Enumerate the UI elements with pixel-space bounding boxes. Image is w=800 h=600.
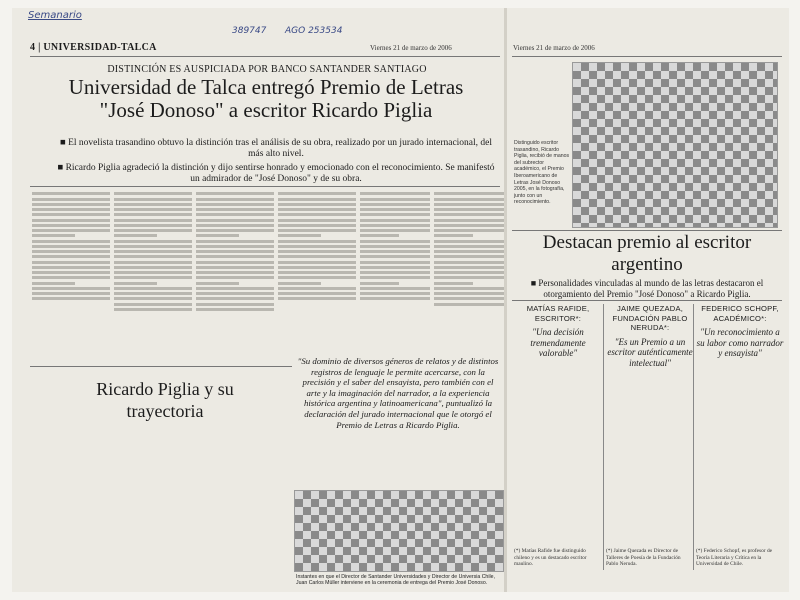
- illegible-text-line: [434, 261, 504, 264]
- illegible-text-line: [278, 271, 356, 274]
- illegible-text-line: [196, 266, 274, 269]
- illegible-text-line: [196, 213, 274, 216]
- illegible-text-line: [32, 276, 110, 279]
- illegible-text-line: [32, 261, 110, 264]
- illegible-text-line: [114, 308, 192, 311]
- illegible-text-line: [32, 297, 110, 300]
- award-photo-caption: Distinguido escritor trasandino, Ricardo Piglia, recibió de manos del subrector académico, el Premio Iberoamericano de Letras José Donoso 2005, en la fotografía, junto con un reconocimiento.: [514, 140, 570, 206]
- illegible-text-line: [434, 250, 504, 253]
- illegible-text-line: [360, 208, 430, 211]
- illegible-text-line: [434, 292, 504, 295]
- illegible-text-line: [434, 255, 504, 258]
- illegible-text-line: [114, 292, 192, 295]
- page-folio: 4 | UNIVERSIDAD-TALCA: [30, 42, 157, 53]
- illegible-text-line: [114, 297, 192, 300]
- interview-body-1: [514, 372, 602, 542]
- illegible-text-line: [196, 219, 274, 222]
- interviewee-name: FEDERICO SCHOPF, ACADÉMICO*:: [701, 304, 779, 323]
- illegible-text-line: [434, 192, 504, 195]
- ceremony-photo-caption: Instantes en que el Director de Santander Universidades y Director de Universia Chile, Juan Carlos Müller interviene en la ceremonia de entrega del Premio José Donoso.: [296, 574, 495, 587]
- illegible-text-line: [434, 266, 504, 269]
- interviewee-schopf: [696, 304, 784, 359]
- illegible-text-line: [278, 240, 356, 243]
- illegible-text-line: [278, 276, 356, 279]
- illegible-text-line: [114, 240, 192, 243]
- article-kicker: DISTINCIÓN ES AUSPICIADA POR BANCO SANTANDER SANTIAGO: [107, 64, 427, 75]
- illegible-text-line: [32, 292, 110, 295]
- illegible-text-line: [196, 282, 239, 285]
- summary-bullet-2: ■ Ricardo Piglia agradeció la distinción y dijo sentirse honrado y emocionado con el reconocimiento. Se manifestó un admirador de "José Donoso" y de su obra.: [57, 163, 495, 184]
- illegible-text-line: [278, 255, 356, 258]
- illegible-text-line: [114, 224, 192, 227]
- illegible-text-line: [360, 271, 430, 274]
- illegible-text-line: [196, 287, 274, 290]
- illegible-text-line: [434, 229, 504, 232]
- left-page-date: Viernes 21 de marzo de 2006: [370, 44, 452, 52]
- illegible-text-line: [196, 245, 274, 248]
- sidebar-headline: Ricardo Piglia y su trayectoria: [96, 379, 234, 421]
- illegible-text-line: [114, 261, 192, 264]
- interviews-rule: [512, 300, 782, 301]
- body-column-6: [434, 190, 504, 362]
- interviewee-quote: "Es un Premio a un escritor auténticamente intelectual": [607, 336, 693, 368]
- body-column-2: [114, 190, 192, 366]
- illegible-text-line: [114, 245, 192, 248]
- illegible-text-line: [114, 271, 192, 274]
- illegible-text-line: [278, 234, 321, 237]
- header-rule-left: [30, 56, 500, 57]
- illegible-text-line: [360, 240, 430, 243]
- illegible-text-line: [114, 229, 192, 232]
- illegible-text-line: [434, 234, 473, 237]
- illegible-text-line: [278, 250, 356, 253]
- illegible-text-line: [360, 292, 430, 295]
- illegible-text-line: [196, 198, 274, 201]
- interviewee-note: (*) Jaime Quezada es Director de Talleres de Poesía de la Fundación Pablo Neruda.: [606, 548, 681, 568]
- illegible-text-line: [114, 303, 192, 306]
- illegible-text-line: [196, 203, 274, 206]
- photo-placeholder-pattern: [295, 491, 503, 571]
- illegible-text-line: [114, 192, 192, 195]
- illegible-text-line: [434, 198, 504, 201]
- illegible-text-line: [360, 287, 430, 290]
- illegible-text-line: [360, 250, 430, 253]
- illegible-text-line: [114, 276, 192, 279]
- handwritten-archive-number: 389747: [232, 26, 267, 36]
- illegible-text-line: [32, 266, 110, 269]
- illegible-text-line: [278, 261, 356, 264]
- illegible-text-line: [32, 203, 110, 206]
- illegible-text-line: [32, 240, 110, 243]
- illegible-text-line: [114, 208, 192, 211]
- illegible-text-line: [278, 224, 356, 227]
- illegible-text-line: [32, 245, 110, 248]
- illegible-text-line: [360, 282, 399, 285]
- illegible-text-line: [32, 208, 110, 211]
- interviewee-note: (*) Federico Schopf, es profesor de Teoría Literaria y Crítica en la Universidad de Chile.: [696, 548, 773, 568]
- body-column-4: [278, 190, 356, 352]
- illegible-text-line: [114, 203, 192, 206]
- illegible-text-line: [434, 297, 504, 300]
- illegible-text-line: [278, 213, 356, 216]
- illegible-text-line: [360, 234, 399, 237]
- right-headline: Destacan premio al escritor argentino: [542, 232, 752, 275]
- illegible-text-line: [114, 287, 192, 290]
- ceremony-photo: [294, 490, 504, 572]
- illegible-text-line: [360, 255, 430, 258]
- illegible-text-line: [196, 208, 274, 211]
- illegible-text-line: [32, 213, 110, 216]
- illegible-text-line: [360, 276, 430, 279]
- illegible-text-line: [196, 271, 274, 274]
- interviewee-quezada: [606, 304, 694, 368]
- handwritten-note: Semanario: [28, 10, 82, 21]
- right-headline-rule: [512, 230, 782, 231]
- illegible-text-line: [196, 234, 239, 237]
- illegible-text-line: [278, 287, 356, 290]
- interview-body-3: [696, 372, 784, 542]
- illegible-text-line: [32, 229, 110, 232]
- illegible-text-line: [278, 192, 356, 195]
- illegible-text-line: [278, 245, 356, 248]
- handwritten-archive-code: AGO 253534: [285, 26, 343, 36]
- header-rule-right: [512, 56, 782, 57]
- illegible-text-line: [434, 245, 504, 248]
- illegible-text-line: [196, 240, 274, 243]
- illegible-text-line: [360, 203, 430, 206]
- illegible-text-line: [32, 255, 110, 258]
- illegible-text-line: [434, 276, 504, 279]
- headline-line-1: Universidad de Talca entregó Premio de Letras: [68, 75, 464, 99]
- illegible-text-line: [32, 192, 110, 195]
- interviewee-name: JAIME QUEZADA, FUNDACIÓN PABLO NERUDA*:: [612, 304, 688, 332]
- illegible-text-line: [360, 229, 430, 232]
- illegible-text-line: [196, 192, 274, 195]
- illegible-text-line: [360, 224, 430, 227]
- illegible-text-line: [278, 282, 321, 285]
- article-headline: [24, 76, 508, 122]
- illegible-text-line: [278, 203, 356, 206]
- illegible-text-line: [114, 198, 192, 201]
- illegible-text-line: [196, 229, 274, 232]
- illegible-text-line: [278, 266, 356, 269]
- illegible-text-line: [114, 255, 192, 258]
- illegible-text-line: [114, 266, 192, 269]
- illegible-text-line: [278, 219, 356, 222]
- sidebar-column-2: [158, 428, 288, 578]
- illegible-text-line: [360, 266, 430, 269]
- illegible-text-line: [278, 297, 356, 300]
- illegible-text-line: [434, 213, 504, 216]
- interviewee-rafide: [514, 304, 602, 359]
- illegible-text-line: [32, 234, 75, 237]
- illegible-text-line: [196, 276, 274, 279]
- illegible-text-line: [278, 208, 356, 211]
- illegible-text-line: [114, 234, 157, 237]
- right-summary-bullet: ■ Personalidades vinculadas al mundo de las letras destacaron el otorgamiento del Premio "José Donoso" a Ricardo Piglia.: [530, 278, 764, 299]
- body-column-1: [32, 190, 110, 350]
- interviewee-quote: "Una decisión tremendamente valorable": [530, 327, 586, 358]
- illegible-text-line: [196, 292, 274, 295]
- interview-body-2: [606, 372, 694, 542]
- sidebar-column-1: [34, 428, 152, 578]
- illegible-text-line: [196, 308, 274, 311]
- right-page-date: Viernes 21 de marzo de 2006: [513, 44, 595, 52]
- illegible-text-line: [32, 198, 110, 201]
- illegible-text-line: [32, 282, 75, 285]
- illegible-text-line: [32, 219, 110, 222]
- illegible-text-line: [278, 229, 356, 232]
- illegible-text-line: [32, 271, 110, 274]
- interviewee-note: (*) Matías Rafide fue distinguido chileno y es un destacado escritor maulino.: [514, 548, 587, 568]
- illegible-text-line: [360, 192, 430, 195]
- interviewee-name: MATÍAS RAFIDE, ESCRITOR*:: [526, 304, 590, 323]
- sidebar-rule: [30, 366, 292, 367]
- illegible-text-line: [196, 303, 274, 306]
- illegible-text-line: [278, 198, 356, 201]
- illegible-text-line: [360, 198, 430, 201]
- body-column-5: [360, 190, 430, 352]
- illegible-text-line: [32, 287, 110, 290]
- illegible-text-line: [278, 292, 356, 295]
- illegible-text-line: [360, 245, 430, 248]
- illegible-text-line: [434, 208, 504, 211]
- illegible-text-line: [196, 224, 274, 227]
- illegible-text-line: [196, 297, 274, 300]
- illegible-text-line: [114, 250, 192, 253]
- illegible-text-line: [434, 203, 504, 206]
- illegible-text-line: [434, 271, 504, 274]
- illegible-text-line: [434, 303, 504, 306]
- interviewee-quote: "Un reconocimiento a su labor como narrador y ensayista": [696, 327, 784, 358]
- deck-rule: [30, 186, 500, 187]
- illegible-text-line: [114, 282, 157, 285]
- illegible-text-line: [434, 224, 504, 227]
- illegible-text-line: [32, 224, 110, 227]
- pull-quote: "Su dominio de diversos géneros de relatos y de distintos registros de lenguaje le permite acercarse, con la precisión y el saber del ensayista, pero también con el arte y la imaginación del narrador, a la experiencia histórica argentina y latinoamericana", puntualizó la declaración del jurado internacional que le otorgó el Premio de Letras a Ricardo Piglia.: [297, 356, 499, 430]
- illegible-text-line: [434, 240, 504, 243]
- award-photo: [572, 62, 778, 228]
- illegible-text-line: [434, 282, 473, 285]
- illegible-text-line: [360, 297, 430, 300]
- illegible-text-line: [196, 255, 274, 258]
- illegible-text-line: [114, 219, 192, 222]
- illegible-text-line: [360, 219, 430, 222]
- illegible-text-line: [360, 261, 430, 264]
- column-divider: [603, 304, 604, 570]
- illegible-text-line: [114, 213, 192, 216]
- illegible-text-line: [196, 250, 274, 253]
- body-column-3: [196, 190, 274, 366]
- illegible-text-line: [434, 287, 504, 290]
- summary-bullet-1: ■ El novelista trasandino obtuvo la distinción tras el análisis de su obra, realizado por un jurado internacional, del más alto nivel.: [59, 138, 493, 159]
- illegible-text-line: [360, 213, 430, 216]
- illegible-text-line: [196, 261, 274, 264]
- illegible-text-line: [434, 219, 504, 222]
- headline-line-2: "José Donoso" a escritor Ricardo Piglia: [99, 98, 433, 122]
- illegible-text-line: [32, 250, 110, 253]
- photo-placeholder-pattern: [573, 63, 777, 227]
